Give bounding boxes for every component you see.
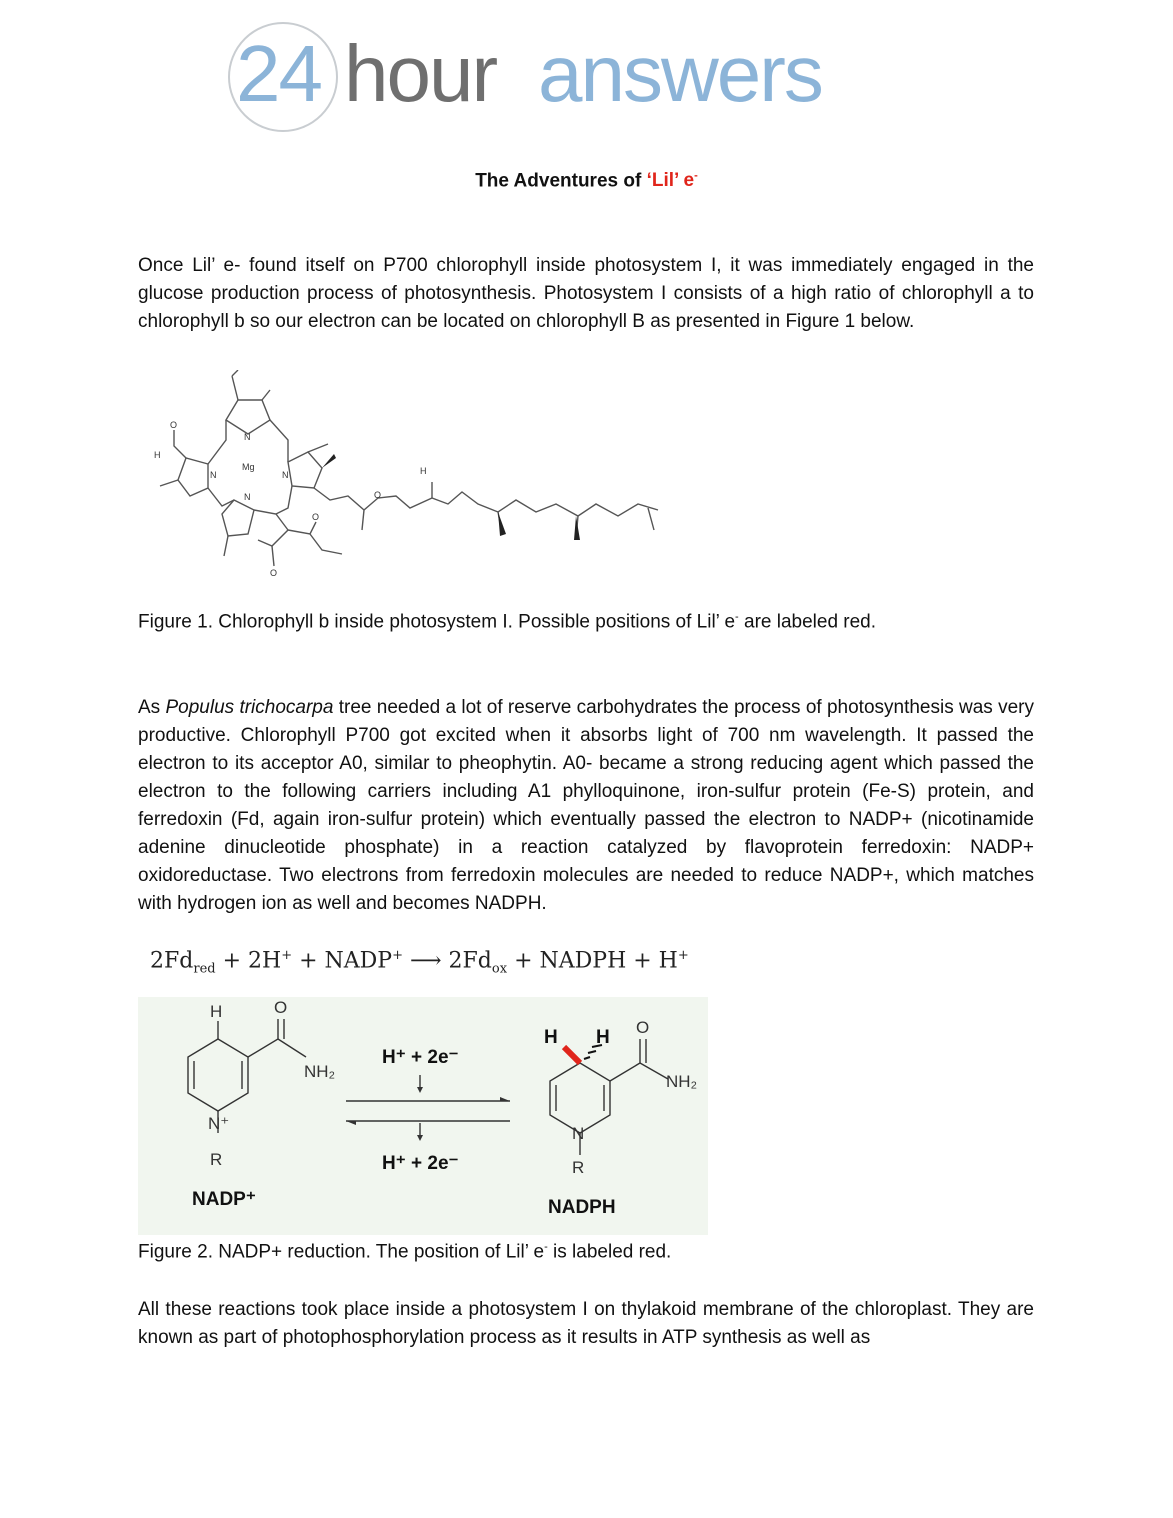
top-reagent: H⁺ + 2e⁻ (382, 1047, 459, 1068)
reaction-equation: $2Fd_{red} + 2H^+$ + NADP+ ⟶ $2Fd_{ox}$ + NADPH + H+ (150, 948, 689, 977)
logo-number: 24 (236, 29, 321, 118)
atom-h-phytyl: H (420, 466, 427, 476)
chlorophyll-structure-figure (138, 370, 678, 580)
nadph-atom-n: N (572, 1124, 585, 1143)
title-prefix: The Adventures of (475, 170, 647, 192)
species-name: Populus trichocarpa (165, 697, 334, 718)
nadp-label: NADP⁺ (192, 1189, 256, 1210)
nadp-reduction-figure (138, 997, 708, 1235)
nadp-atom-r: R (210, 1150, 223, 1169)
paragraph-1: Once Lil’ e- found itself on P700 chlorophyll inside photosystem I, it was immediately engaged in the glucose production process of photosynthesis. Photosystem I consists of a high ratio of chlorophyll a to chlorophyll b so our electron can be located on chlorophyll B as presented in Figure 1 below. (138, 255, 1034, 332)
logo-answers: answers (538, 29, 822, 118)
atom-mg: Mg (242, 462, 255, 472)
nadph-atom-h-left: H (544, 1027, 558, 1048)
bottom-reagent: H⁺ + 2e⁻ (382, 1153, 459, 1174)
nadp-atom-nh2: NH₂ (304, 1062, 336, 1081)
atom-h-aldehyde: H (154, 450, 161, 460)
nadph-label: NADPH (548, 1197, 616, 1218)
paragraph-3: All these reactions took place inside a photosystem I on thylakoid membrane of the chloroplast. They are known as part of photophosphorylation process as it results in ATP synthesis as well as (138, 1299, 1034, 1348)
atom-o-ketone: O (270, 568, 278, 578)
atom-n-bottom: N (244, 492, 251, 502)
title-red: ‘Lil’ e- (646, 170, 698, 192)
nadph-atom-r: R (572, 1158, 585, 1177)
nadp-atom-n: N⁺ (208, 1114, 230, 1133)
atom-n-right: N (282, 470, 289, 480)
page-title (0, 170, 1173, 192)
atom-o-phytyl: O (374, 490, 382, 500)
atom-n-left: N (210, 470, 217, 480)
atom-o-aldehyde: O (170, 420, 178, 430)
nadp-atom-o: O (274, 998, 288, 1017)
figure-1-caption: Figure 1. Chlorophyll b inside photosystem I. Possible positions of Lil’ e- are labeled red. (138, 611, 877, 633)
figure-2-caption: Figure 2. NADP+ reduction. The position of Lil’ e- is labeled red. (138, 1241, 672, 1263)
atom-n-top: N (244, 432, 251, 442)
logo (226, 20, 906, 136)
nadph-atom-h-right: H (596, 1027, 610, 1048)
nadp-atom-h: H (210, 1002, 223, 1021)
paragraph-2: As Populus trichocarpa tree needed a lot of reserve carbohydrates the process of photosynthesis was very productive. Chlorophyll P700 got excited when it absorbs light of 700 nm wavelength. It passed the electron to its acceptor A0, similar to pheophytin. A0- became a strong reducing agent which passed the electron to the following carriers including A1 phylloquinone, iron-sulfur protein (Fe-S) protein, and ferredoxin (Fd, again iron-sulfur protein) which eventually passed the electron to NADP+ (nicotinamide adenine dinucleotide phosphate) in a reaction catalyzed by flavoprotein ferredoxin: NADP+ oxidoreductase. Two electrons from ferredoxin molecules are needed to reduce NADP+, which matches with hydrogen ion as well and becomes NADPH. (138, 697, 1035, 914)
atom-o-ester: O (312, 512, 320, 522)
nadph-atom-o: O (636, 1018, 650, 1037)
nadph-atom-nh2: NH₂ (666, 1072, 698, 1091)
logo-hour: hour (344, 29, 497, 118)
